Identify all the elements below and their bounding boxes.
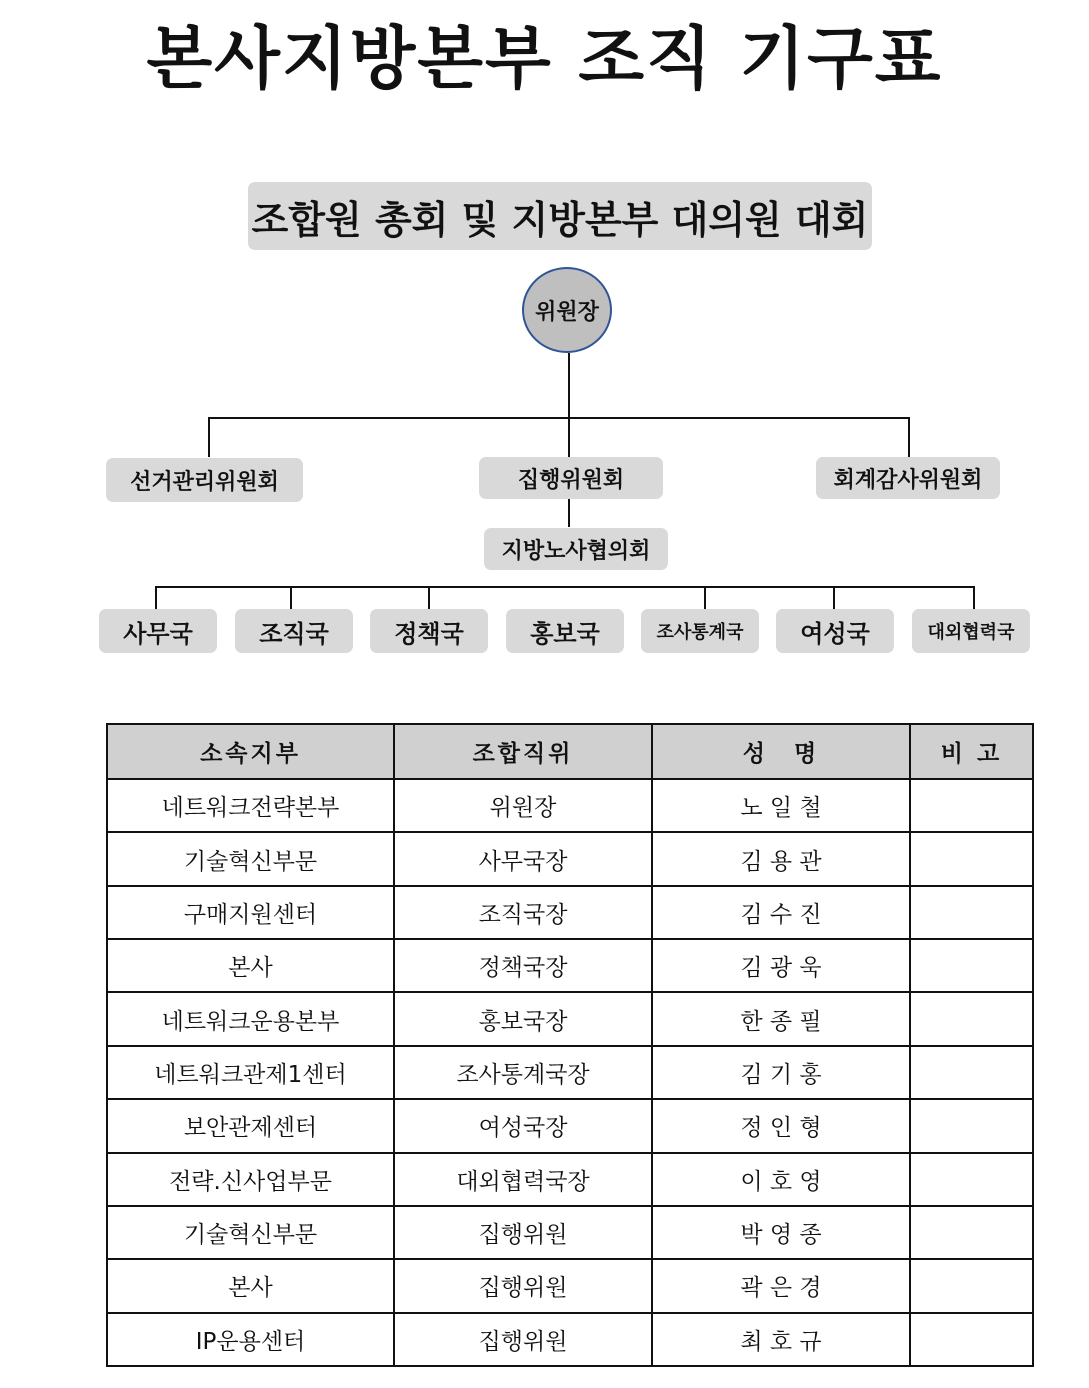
branch-cell: 네트워크관제1센터: [107, 1046, 394, 1099]
name-cell: 김 기 홍: [652, 1046, 910, 1099]
branch-cell: 보안관제센터: [107, 1099, 394, 1152]
branch-cell: IP운용센터: [107, 1313, 394, 1366]
remarks-cell: [910, 832, 1033, 885]
council-box: 지방노사협의회: [484, 528, 668, 570]
position-cell: 집행위원: [394, 1313, 652, 1366]
name-cell: 김 용 관: [652, 832, 910, 885]
connector-line: [973, 586, 975, 609]
remarks-cell: [910, 1099, 1033, 1152]
chair-node: 위원장: [522, 267, 612, 353]
audit-committee-box: 회계감사위원회: [816, 457, 1000, 499]
connector-line: [568, 353, 570, 457]
connector-line: [155, 586, 975, 588]
position-cell: 위원장: [394, 779, 652, 832]
header-name: 성 명: [652, 724, 910, 779]
branch-cell: 전략.신사업부문: [107, 1153, 394, 1206]
name-cell: 박 영 종: [652, 1206, 910, 1259]
position-cell: 조직국장: [394, 886, 652, 939]
dept-box: 여성국: [776, 609, 894, 653]
table-row: [107, 1046, 1033, 1099]
branch-cell: 본사: [107, 939, 394, 992]
branch-cell: 본사: [107, 1259, 394, 1312]
name-cell: 김 광 욱: [652, 939, 910, 992]
connector-line: [155, 586, 157, 609]
remarks-cell: [910, 1313, 1033, 1366]
header-remarks: 비 고: [910, 724, 1033, 779]
position-cell: 홍보국장: [394, 992, 652, 1045]
dept-box: 조사통계국: [641, 609, 759, 653]
branch-cell: 네트워크운용본부: [107, 992, 394, 1045]
page-title: 본사지방본부 조직 기구표: [146, 20, 943, 99]
table-row: [107, 779, 1033, 832]
executive-committee-box: 집행위원회: [479, 457, 663, 499]
header-position: 조합직위: [394, 724, 652, 779]
name-cell: 김 수 진: [652, 886, 910, 939]
remarks-cell: [910, 779, 1033, 832]
election-committee-box: 선거관리위원회: [106, 458, 303, 502]
dept-box: 조직국: [235, 609, 353, 653]
connector-line: [290, 586, 292, 609]
remarks-cell: [910, 939, 1033, 992]
connector-line: [704, 586, 706, 609]
position-cell: 집행위원: [394, 1206, 652, 1259]
table-row: [107, 886, 1033, 939]
name-cell: 노 일 철: [652, 779, 910, 832]
name-cell: 이 호 영: [652, 1153, 910, 1206]
position-cell: 집행위원: [394, 1259, 652, 1312]
branch-cell: 네트워크전략본부: [107, 779, 394, 832]
roster-table: [106, 723, 1034, 1367]
name-cell: 최 호 규: [652, 1313, 910, 1366]
connector-line: [208, 417, 210, 457]
table-header-row: [107, 724, 1033, 779]
remarks-cell: [910, 1259, 1033, 1312]
dept-box: 홍보국: [506, 609, 624, 653]
dept-box: 정책국: [370, 609, 488, 653]
connector-line: [568, 499, 570, 527]
branch-cell: 기술혁신부문: [107, 832, 394, 885]
header-branch: 소속지부: [107, 724, 394, 779]
position-cell: 여성국장: [394, 1099, 652, 1152]
name-cell: 한 종 필: [652, 992, 910, 1045]
remarks-cell: [910, 1046, 1033, 1099]
dept-box: 대외협력국: [912, 609, 1030, 653]
table-row: [107, 1313, 1033, 1366]
table-row: [107, 832, 1033, 885]
remarks-cell: [910, 992, 1033, 1045]
dept-box: 사무국: [99, 609, 217, 653]
table-row: [107, 939, 1033, 992]
table-row: [107, 992, 1033, 1045]
table-row: [107, 1259, 1033, 1312]
assembly-box: 조합원 총회 및 지방본부 대의원 대회: [248, 182, 872, 250]
position-cell: 정책국장: [394, 939, 652, 992]
connector-line: [833, 586, 835, 609]
name-cell: 정 인 형: [652, 1099, 910, 1152]
connector-line: [908, 417, 910, 457]
connector-line: [428, 586, 430, 609]
branch-cell: 기술혁신부문: [107, 1206, 394, 1259]
position-cell: 대외협력국장: [394, 1153, 652, 1206]
branch-cell: 구매지원센터: [107, 886, 394, 939]
table-row: [107, 1099, 1033, 1152]
position-cell: 사무국장: [394, 832, 652, 885]
connector-line: [208, 417, 910, 419]
name-cell: 곽 은 경: [652, 1259, 910, 1312]
table-row: [107, 1153, 1033, 1206]
remarks-cell: [910, 1153, 1033, 1206]
remarks-cell: [910, 886, 1033, 939]
remarks-cell: [910, 1206, 1033, 1259]
table-row: [107, 1206, 1033, 1259]
position-cell: 조사통계국장: [394, 1046, 652, 1099]
